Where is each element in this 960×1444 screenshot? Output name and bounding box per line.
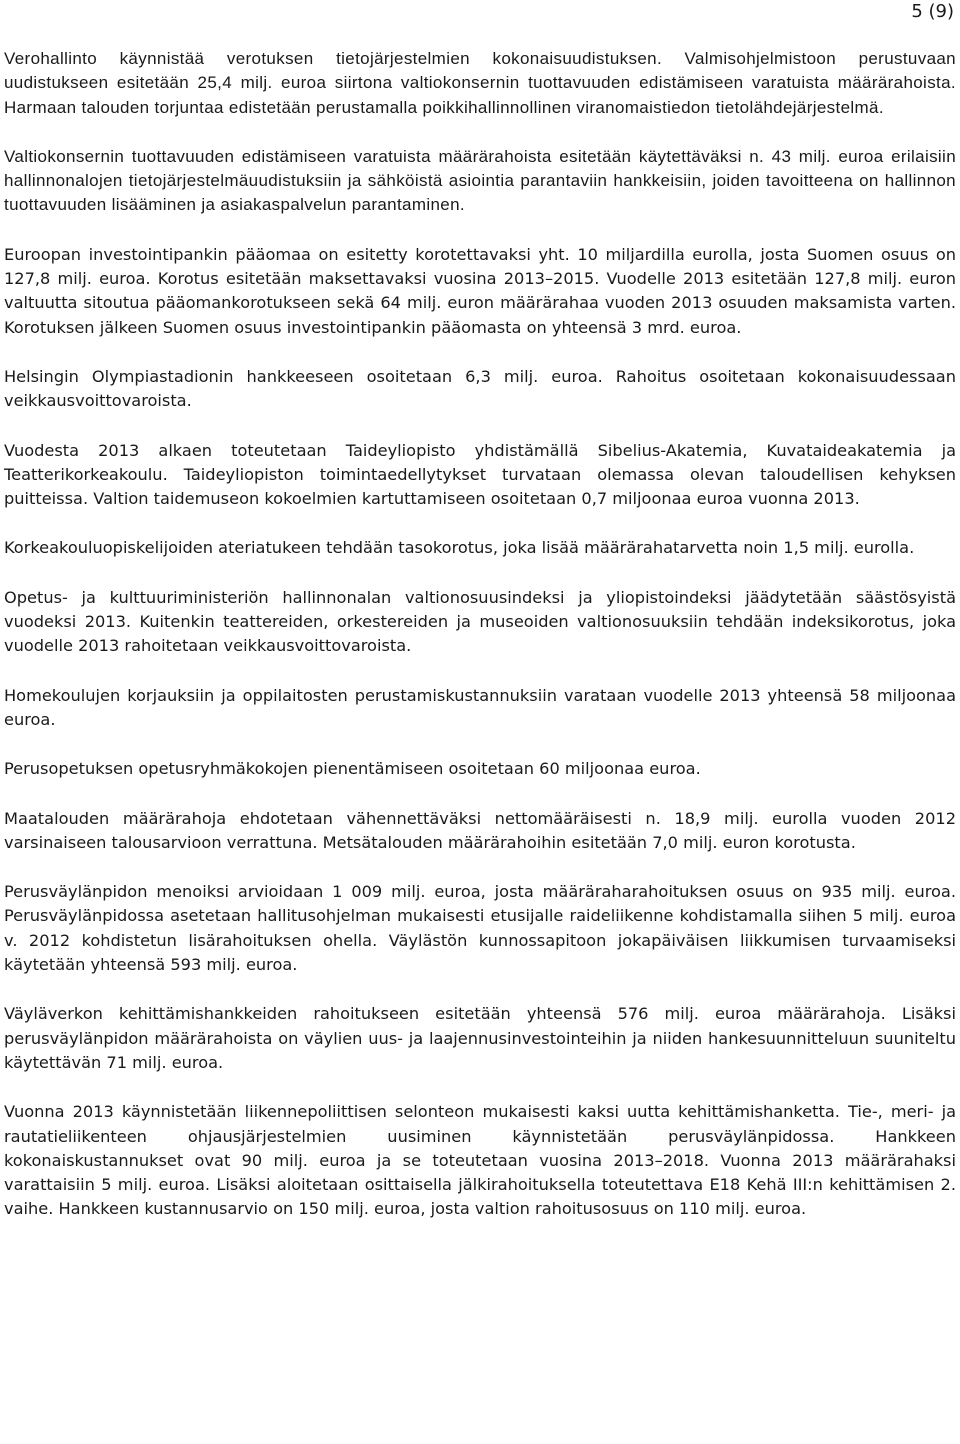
paragraph-agriculture: Maatalouden määrärahoja ehdotetaan vähennettäväksi nettomääräisesti n. 18,9 milj. eurolla vuoden 2012 varsinaiseen talousarvioon verrattuna. Metsätalouden määrärahoihin esitetään 7,0 milj. euron korotusta. — [4, 808, 956, 852]
paragraph-olympic-stadium: Helsingin Olympiastadionin hankkeeseen osoitetaan 6,3 milj. euroa. Rahoitus osoitetaan kokonaisuudessaan veikkausvoittovaroista. — [4, 366, 956, 411]
page-number: 5 (9) — [911, 1, 954, 22]
paragraph-mould-school-repairs: Homekoulujen korjauksiin ja oppilaitosten perustamiskustannuksiin varataan vuodelle 2013 yhteensä 58 miljoonaa euroa. — [4, 685, 956, 729]
document-body — [4, 47, 956, 1222]
paragraph-university-of-arts: Vuodesta 2013 alkaen toteutetaan Taideyliopisto yhdistämällä Sibelius-Akatemia, Kuvataideakatemia ja Teatterikorkeakoulu. Taideyliopiston toimintaedellytykset turvataan olemassa olevan taloudellisen kehyksen puitteissa. Valtion taidemuseon kokoelmien kartuttamiseen osoitetaan 0,7 miljoonaa euroa vuonna 2013. — [4, 440, 956, 509]
paragraph-productivity-funds: Valtiokonsernin tuottavuuden edistämiseen varatuista määrärahoista esitetään käytettäväksi n. 43 milj. euroa erilaisiin hallinnonalojen tietojärjestelmäuudistuksiin ja sähköistä asiointia parantaviin hankkeisiin, joiden tavoitteena on hallinnon tuottavuuden lisääminen ja asiakaspalvelun parantaminen. — [4, 146, 956, 215]
paragraph-investment-bank: Euroopan investointipankin pääomaa on esitetty korotettavaksi yht. 10 miljardilla eurolla, josta Suomen osuus on 127,8 milj. euroa. Korotus esitetään maksettavaksi vuosina 2013–2015. Vuodelle 2013 esitetään 127,8 milj. euron valtuutta sitoutua pääomankorotukseen sekä 64 milj. euron määrärahaa vuoden 2013 osuuden maksamista varten. Korotuksen jälkeen Suomen osuus investointipankin pääomasta on yhteensä 3 mrd. euroa. — [4, 244, 956, 337]
paragraph-new-projects-2013: Vuonna 2013 käynnistetään liikennepoliittisen selonteon mukaisesti kaksi uutta kehittämishanketta. Tie-, meri- ja rautatieliikenteen ohjausjärjestelmien uusiminen käynnistetään perusväylänpidossa. Hankkeen kokonaiskustannukset ovat 90 milj. euroa ja se toteutetaan vuosina 2013–2018. Vuonna 2013 määrärahaksi varattaisiin 5 milj. euroa. Lisäksi aloitetaan osittaisella jälkirahoituksella toteutettava E18 Kehä III:n kehittämisen 2. vaihe. Hankkeen kustannusarvio on 150 milj. euroa, josta valtion rahoitusosuus on 110 milj. euroa. — [4, 1102, 956, 1219]
paragraph-index-freeze: Opetus- ja kulttuuriministeriön hallinnonalan valtionosuusindeksi ja yliopistoindeksi jäädytetään säästösyistä vuodeksi 2013. Kuitenkin teattereiden, orkestereiden ja museoiden valtionosuuksiin tehdään indeksikorotus, joka vuodelle 2013 rahoitetaan veikkausvoittovaroista. — [4, 587, 956, 656]
paragraph-network-development: Väyläverkon kehittämishankkeiden rahoitukseen esitetään yhteensä 576 milj. euroa määrärahoja. Lisäksi perusväylänpidon määrärahoista on väylien uus- ja laajennusinvestointeihin ja niiden hankesuunnitteluun suuniteltu käytettävän 71 milj. euroa. — [4, 1004, 956, 1072]
paragraph-tax-system-reform: Verohallinto käynnistää verotuksen tietojärjestelmien kokonaisuudistuksen. Valmisohjelmistoon perustuvaan uudistukseen esitetään 25,4 milj. euroa siirtona valtiokonsernin tuottavuuden edistämiseen varatuista määrärahoista. Harmaan talouden torjuntaa edistetään perustamalla poikkihallinnollinen viranomaistiedon tietolähdejärjestelmä. — [4, 49, 956, 117]
paragraph-student-meal-subsidy: Korkeakouluopiskelijoiden ateriatukeen tehdään tasokorotus, joka lisää määrärahatarvetta noin 1,5 milj. eurolla. — [4, 538, 915, 558]
paragraph-basic-route-maintenance: Perusväylänpidon menoiksi arvioidaan 1 009 milj. euroa, josta määräraharahoituksen osuus on 935 milj. euroa. Perusväylänpidossa asetetaan hallitusohjelman mukaisesti etusijalle raideliikenne kohdistamalla siihen 5 milj. euroa v. 2012 kohdistetun lisärahoituksen ohella. Väylästön kunnossapitoon jokapäiväisen liikkumisen turvaamiseksi käytetään yhteensä 593 milj. euroa. — [4, 882, 956, 975]
paragraph-class-size: Perusopetuksen opetusryhmäkokojen pienentämiseen osoitetaan 60 miljoonaa euroa. — [4, 759, 701, 779]
